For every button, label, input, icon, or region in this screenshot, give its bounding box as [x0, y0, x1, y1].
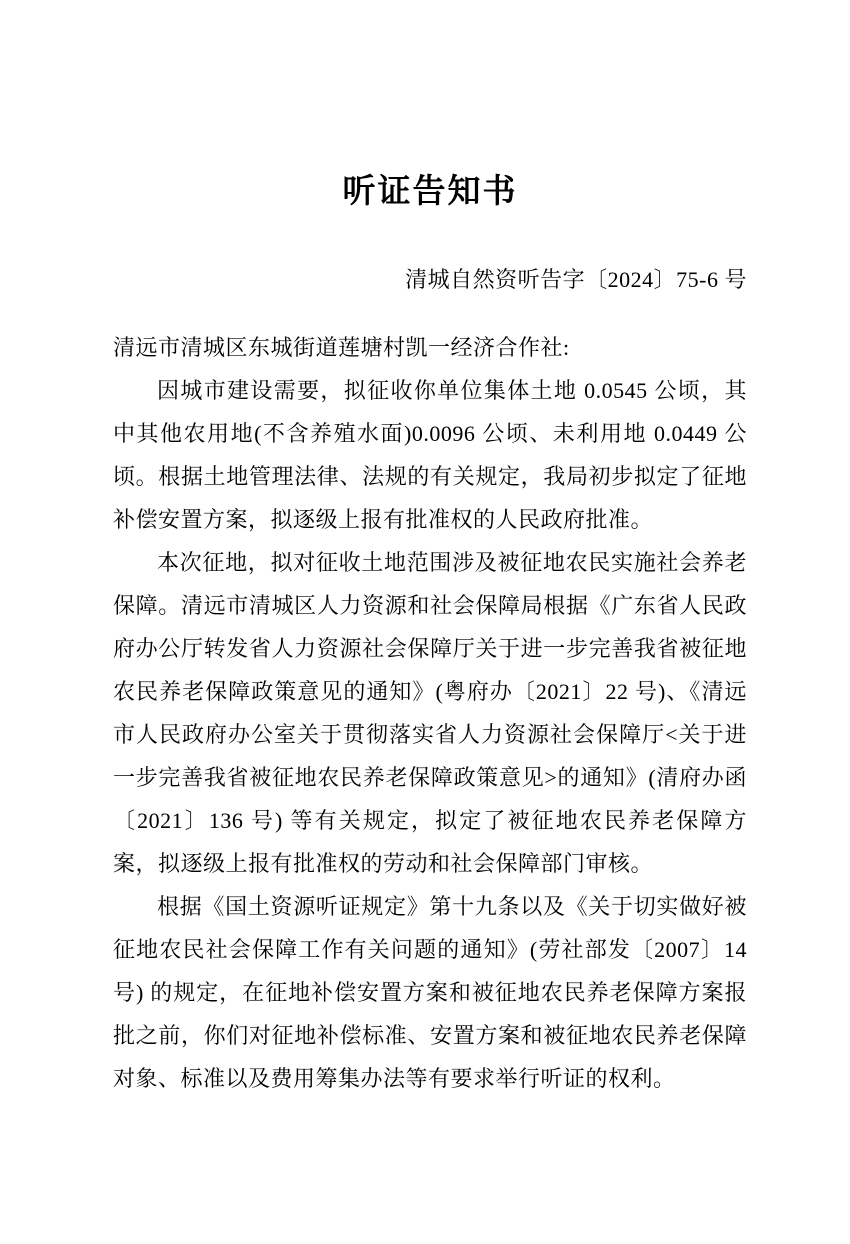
document-body	[113, 326, 747, 1100]
addressee-line: 清远市清城区东城街道莲塘村凯一经济合作社:	[113, 335, 570, 360]
body-paragraph-3: 根据《国土资源听证规定》第十九条以及《关于切实做好被征地农民社会保障工作有关问题的通知》(劳社部发〔2007〕14 号) 的规定，在征地补偿安置方案和被征地农民养老保障方案报批之前，你们对征地补偿标准、安置方案和被征地农民养老保障对象、标准以及费用筹集办法等有要求举行听证的权利。	[113, 894, 747, 1091]
document-title: 听证告知书	[342, 172, 518, 209]
body-paragraph-2: 本次征地，拟对征收土地范围涉及被征地农民实施社会养老保障。清远市清城区人力资源和社会保障局根据《广东省人民政府办公厅转发省人力资源社会保障厅关于进一步完善我省被征地农民养老保障政策意见的通知》(粤府办〔2021〕22 号)、《清远市人民政府办公室关于贯彻落实省人力资源社会保障厅<关于进一步完善我省被征地农民养老保障政策意见>的通知》(清府办函〔2021〕136 号) 等有关规定，拟定了被征地农民养老保障方案，拟逐级上报有批准权的劳动和社会保障部门审核。	[113, 550, 747, 876]
body-paragraph-1: 因城市建设需要，拟征收你单位集体土地 0.0545 公顷，其中其他农用地(不含养殖水面)0.0096 公顷、未利用地 0.0449 公顷。根据土地管理法律、法规的有关规定，我局初步拟定了征地补偿安置方案，拟逐级上报有批准权的人民政府批准。	[113, 378, 747, 532]
document-number: 清城自然资听告字〔2024〕75-6 号	[405, 267, 747, 292]
